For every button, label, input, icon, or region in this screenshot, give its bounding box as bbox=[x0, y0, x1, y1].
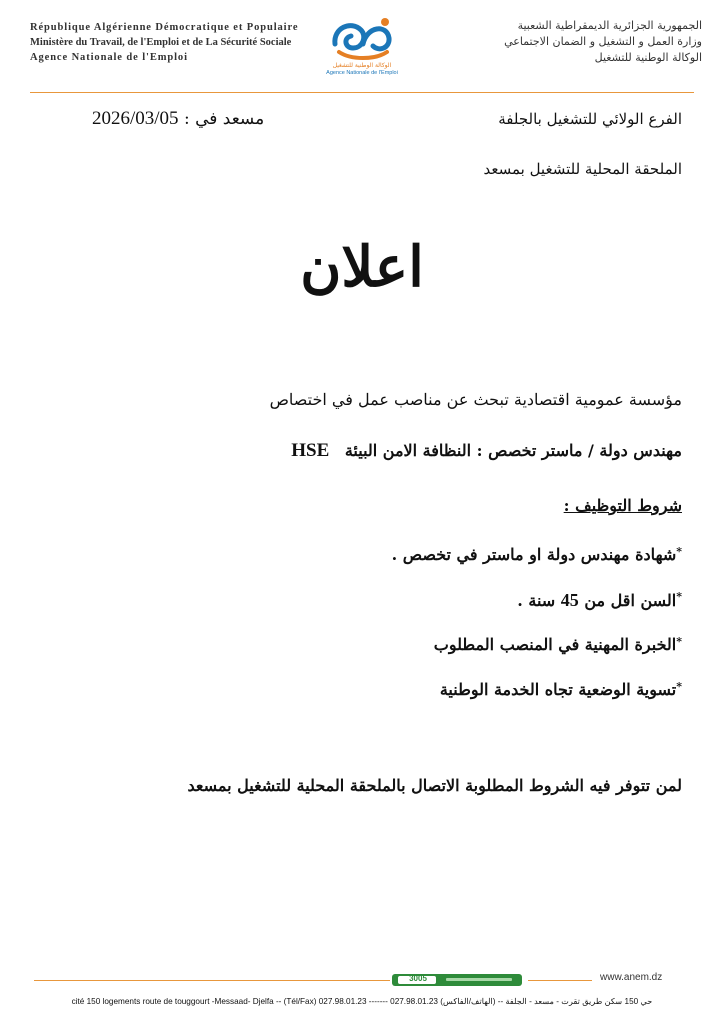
post-text: مهندس دولة / ماستر تخصص : النظافة الامن البيئة bbox=[344, 441, 682, 460]
condition-item bbox=[440, 680, 682, 699]
agency-fr: Agence Nationale de l'Emploi bbox=[30, 52, 188, 63]
footer-divider-right bbox=[528, 980, 592, 981]
logo-french-name: Agence Nationale de l'Emploi bbox=[326, 70, 398, 76]
website-link[interactable]: www.anem.dz bbox=[600, 972, 663, 983]
condition-item bbox=[434, 635, 682, 654]
hotline-number: 3005 bbox=[409, 974, 427, 983]
logo-arabic-name: الوكالة الوطنية للتشغيل bbox=[332, 62, 392, 69]
post-code: HSE bbox=[291, 440, 330, 461]
footer-address: cité 150 logements route de touggourt -Messaad- Djelfa -- (Tél/Fax) 027.98.01.23 ------- 027.98.01.23 (الهاتف/الفاكس) -- حي 150 سكن طريق تقرت - مسعد - الجلفة bbox=[71, 997, 653, 1006]
intro-text: مؤسسة عمومية اقتصادية تبحث عن مناصب عمل في اختصاص bbox=[269, 390, 682, 409]
republic-fr: République Algérienne Démocratique et Populaire bbox=[30, 22, 299, 33]
anem-logo-icon bbox=[327, 14, 397, 62]
footer-divider-left bbox=[34, 980, 390, 981]
page-title: اعلان bbox=[300, 234, 424, 300]
agency-ar: الوكالة الوطنية للتشغيل bbox=[594, 51, 702, 64]
age-limit-value: 45 bbox=[560, 590, 579, 610]
condition-text: الخبرة المهنية في المنصب المطلوب bbox=[433, 635, 677, 654]
conditions-heading: شروط التوظيف : bbox=[563, 496, 682, 515]
ministry-ar: وزارة العمل و التشغيل و الضمان الاجتماعي bbox=[504, 35, 702, 48]
post-line bbox=[291, 440, 682, 462]
condition-text: شهادة مهندس دولة او ماستر في تخصص . bbox=[391, 545, 677, 564]
date-line bbox=[92, 108, 264, 130]
contact-text: لمن تتوفر فيه الشروط المطلوبة الاتصال بالملحقة المحلية للتشغيل بمسعد bbox=[187, 776, 682, 795]
bullet-star-icon: * bbox=[676, 635, 682, 648]
header-divider bbox=[30, 92, 694, 93]
condition-text: تسوية الوضعية تجاه الخدمة الوطنية bbox=[439, 680, 677, 699]
bullet-star-icon: * bbox=[676, 680, 682, 693]
bullet-star-icon: * bbox=[676, 545, 682, 558]
anem-logo bbox=[316, 14, 408, 84]
condition-text: السن اقل من bbox=[584, 591, 677, 610]
condition-item bbox=[392, 545, 682, 564]
condition-text-suffix: سنة . bbox=[517, 591, 556, 610]
header-arabic bbox=[402, 18, 702, 66]
branch-wilaya: الفرع الولائي للتشغيل بالجلفة bbox=[498, 110, 682, 128]
date-value: 2026/03/05 bbox=[92, 108, 179, 129]
condition-item bbox=[517, 590, 682, 611]
date-label: مسعد في : bbox=[183, 109, 265, 129]
branch-local: الملحقة المحلية للتشغيل بمسعد bbox=[483, 160, 682, 178]
header-french bbox=[30, 20, 320, 65]
ministry-fr: Ministère du Travail, de l'Emploi et de La Sécurité Sociale bbox=[30, 37, 292, 48]
republic-ar: الجمهورية الجزائرية الديمقراطية الشعبية bbox=[517, 19, 702, 32]
bullet-star-icon: * bbox=[676, 590, 682, 603]
